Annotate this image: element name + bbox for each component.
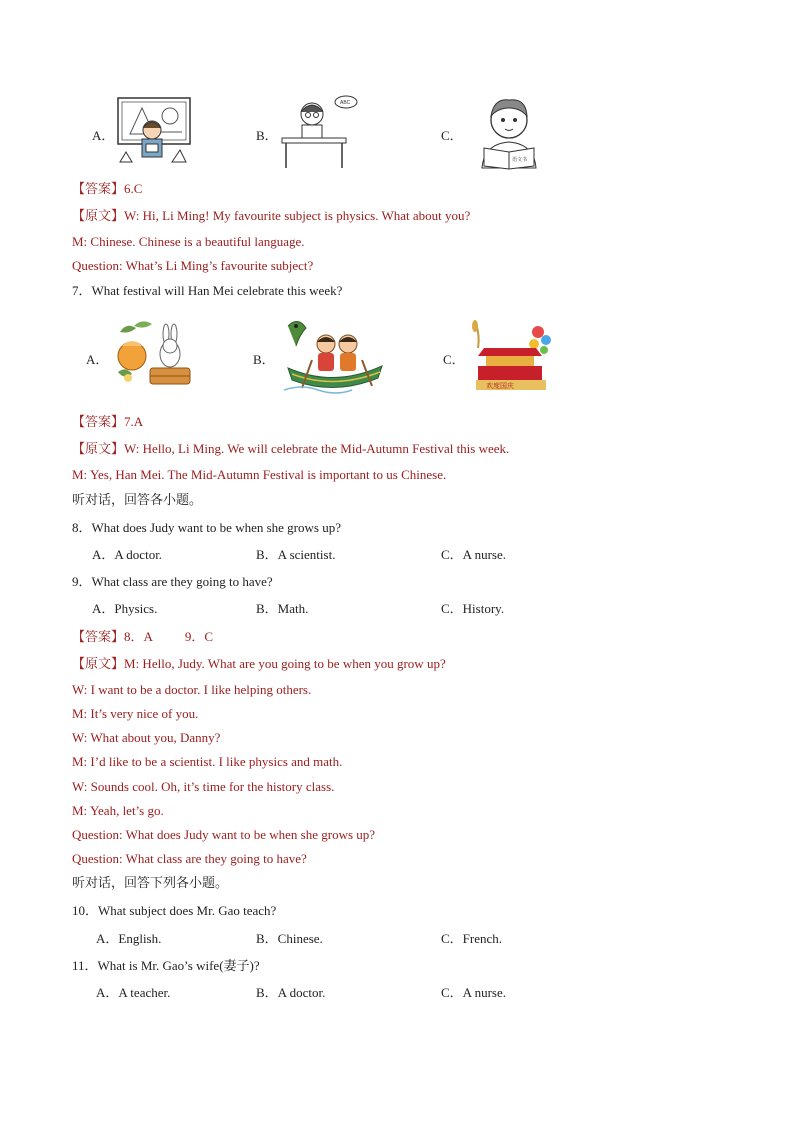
boy-reading-abc-image [278, 94, 360, 170]
answer-value: 9．C [184, 629, 214, 644]
q8-question: 8．What does Judy want to be when she grows up? [72, 520, 341, 535]
transcript-line: W: Sounds cool. Oh, it’s time for the history class. [72, 779, 335, 794]
q8-option-a[interactable]: A．A doctor. [92, 547, 163, 562]
q7-option-a-label: A． [86, 352, 109, 367]
q7-option-c-label: C． [443, 352, 465, 367]
q7-question: 7．What festival will Han Mei celebrate this week? [72, 283, 343, 298]
transcript-line: M: Yeah, let’s go. [72, 803, 164, 818]
q8-options [0, 547, 794, 563]
answer-value: 7.A [124, 414, 144, 429]
transcript-line: M: Chinese. Chinese is a beautiful language. [72, 234, 305, 249]
transcript-line: Question: What does Judy want to be when she grows up? [72, 827, 376, 842]
svg-text:ABC: ABC [340, 100, 351, 106]
answer-value: 8．A [124, 629, 153, 644]
q10-option-a[interactable]: A．English. [96, 931, 162, 946]
dragon-boat-image [282, 316, 388, 396]
q11-option-a[interactable]: A．A teacher. [96, 985, 171, 1000]
q9-option-a[interactable]: A．Physics. [92, 601, 158, 616]
transcript-line: W: What about you, Danny? [72, 730, 221, 745]
transcript-line: Question: What’s Li Ming’s favourite subject? [72, 258, 314, 273]
q10-options [0, 931, 794, 947]
transcript-line: W: Hello, Li Ming. We will celebrate the Mid-Autumn Festival this week. [124, 441, 510, 456]
q7-option-b-label: B． [253, 352, 275, 367]
transcript-line: W: Hi, Li Ming! My favourite subject is physics. What about you? [124, 208, 471, 223]
transcript-line: W: I want to be a doctor. I like helping others. [72, 682, 312, 697]
q9-question: 9．What class are they going to have? [72, 574, 273, 589]
source-tag: 【原文】 [72, 209, 125, 224]
q6-answer [72, 181, 142, 198]
answer-tag: 【答案】 [72, 630, 125, 645]
q7-source-line-1 [72, 441, 509, 458]
svg-text:语文书: 语文书 [512, 157, 528, 163]
answer-tag: 【答案】 [72, 415, 125, 430]
q6-source-line-1 [72, 208, 470, 225]
source-tag: 【原文】 [72, 657, 125, 672]
q6-option-c-label: C． [441, 128, 463, 143]
q11-option-c[interactable]: C．A nurse. [441, 985, 507, 1000]
source-tag: 【原文】 [72, 442, 125, 457]
teacher-blackboard-image [112, 96, 192, 168]
q9-option-b[interactable]: B．Math. [256, 601, 309, 616]
answer-tag: 【答案】 [72, 182, 125, 197]
q10-question: 10．What subject does Mr. Gao teach? [72, 903, 277, 918]
section-instruction: 听对话，回答下列各小题。 [72, 876, 229, 891]
q8-option-c[interactable]: C．A nurse. [441, 547, 507, 562]
q10-option-b[interactable]: B．Chinese. [256, 931, 323, 946]
q89-answer [72, 629, 213, 646]
q9-options [0, 601, 794, 617]
transcript-line: M: It’s very nice of you. [72, 706, 199, 721]
q11-question: 11．What is Mr. Gao’s wife(妻子)? [72, 958, 260, 973]
transcript-line: M: Yes, Han Mei. The Mid-Autumn Festival is important to us Chinese. [72, 467, 447, 482]
transcript-line: M: I’d like to be a scientist. I like physics and math. [72, 754, 343, 769]
q7-answer [72, 414, 143, 431]
q89-source-line-1 [72, 656, 446, 673]
mooncake-rabbit-image [112, 316, 198, 392]
q6-option-a-label: A． [92, 128, 115, 143]
q10-option-c[interactable]: C．French. [441, 931, 503, 946]
transcript-line: M: Hello, Judy. What are you going to be when you grow up? [124, 656, 446, 671]
section-instruction: 听对话，回答各小题。 [72, 493, 203, 508]
answer-value: 6.C [124, 181, 143, 196]
q8-option-b[interactable]: B．A scientist. [256, 547, 336, 562]
q11-options [0, 985, 794, 1001]
boy-chinese-book-image [474, 94, 544, 170]
q11-option-b[interactable]: B．A doctor. [256, 985, 326, 1000]
tiananmen-national-day-image [466, 320, 556, 396]
q6-option-b-label: B． [256, 128, 278, 143]
svg-text:欢度国庆: 欢度国庆 [486, 382, 514, 390]
transcript-line: Question: What class are they going to have? [72, 851, 307, 866]
q9-option-c[interactable]: C．History. [441, 601, 505, 616]
